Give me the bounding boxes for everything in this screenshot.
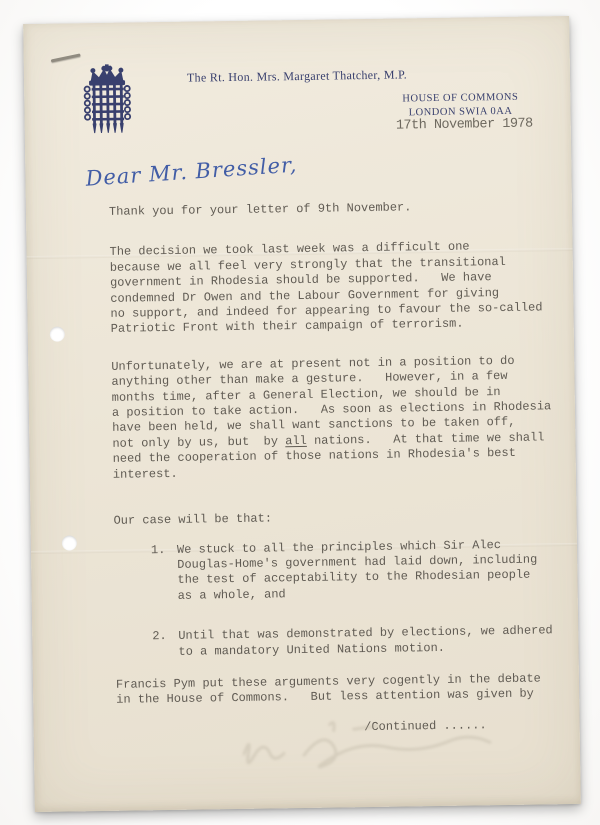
paragraph-our-case: Our case will be that:	[113, 511, 273, 528]
staple-mark	[51, 53, 81, 62]
letter-date: 17th November 1978	[395, 116, 533, 134]
paragraph-francis-pym: Francis Pym put these arguments very cogently in the debate in the House of Commons. But less attention was given by	[115, 671, 541, 708]
list-item-1	[114, 537, 555, 605]
list-item-2	[115, 623, 555, 660]
punch-hole-bottom	[62, 535, 77, 550]
signature-showthrough	[233, 712, 514, 796]
text-after-underline: nations. At that time we shall	[306, 430, 545, 448]
list-item-text: We stuck to all the principles which Sir Alec Douglas-Home's government had laid down, including the test of acceptability to the Rhodesian people as a whole, and	[176, 537, 538, 603]
letter-body	[109, 198, 557, 739]
address-line-2: LONDON SWIA 0AA	[408, 105, 513, 119]
paragraph-cooperation: need the cooperation of those nations in Rhodesia's best interest.	[112, 446, 516, 482]
paragraph-decision: The decision we took last week was a difficult one because we all feel very strongly that the transitional government in Rhodesia should be supported. We have condemned Dr Owen and the Labour Government for giving no support, and indeed for appearing to favour the so-called Patriotic Front with their campaign of terrorism.	[109, 239, 543, 337]
letterhead-name: The Rt. Hon. Mrs. Margaret Thatcher, M.P.	[186, 67, 408, 85]
text-before-underline: not only by us, but by	[112, 434, 286, 451]
list-item-text: Until that was demonstrated by elections, we adhered to a mandatory United Nations motion.	[178, 623, 553, 659]
continued-note: /Continued ......	[364, 718, 487, 734]
underlined-word: all	[285, 433, 307, 449]
paragraph-unfortunately: Unfortunately, we are at present not in a position to do anything other than make a gesture. However, in a few months time, after a General Election, we should be in a position to take action. As soon as elections in Rhodesia have been held, we shall want sanctions to be taken off,	[111, 353, 552, 436]
address-line-1: HOUSE OF COMMONS	[402, 91, 519, 105]
list-number: 1.	[150, 542, 166, 557]
paragraph-thanks: Thank you for your letter of 9th November.	[108, 200, 412, 219]
list-number: 2.	[152, 629, 167, 644]
handwritten-salutation: Dear Mr. Bressler,	[84, 152, 299, 191]
punch-hole-top	[50, 327, 65, 342]
letter-paper	[23, 16, 581, 812]
